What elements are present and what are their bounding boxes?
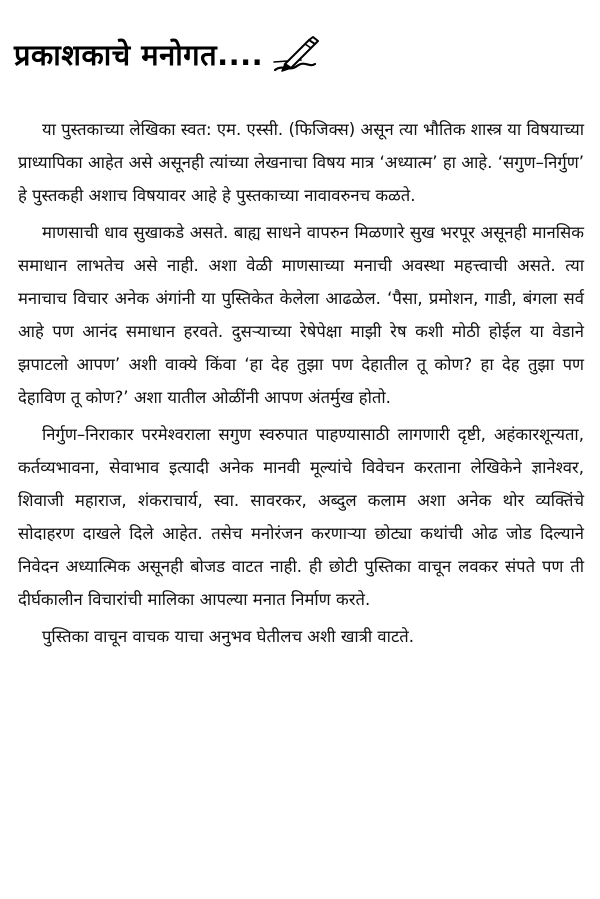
title-row bbox=[14, 30, 319, 80]
paragraph: माणसाची धाव सुखाकडे असते. बाह्य साधने वापरुन मिळणारे सुख भरपूर असूनही मानसिक समाधान लाभतेच असे नाही. अशा वेळी माणसाच्या मनाची अवस्था महत्त्वाची असते. त्या मनाचाच विचार अनेक अंगांनी या पुस्तिकेत केलेला आढळेल. ‘पैसा, प्रमोशन, गाडी, बंगला सर्व आहे पण आनंद समाधान हरवते. दुसऱ्याच्या रेषेपेक्षा माझी रेष कशी मोठी होईल या वेडाने झपाटलो आपण’ अशी वाक्ये किंवा ‘हा देह तुझा पण देहातील तू कोण? हा देह तुझा पण देहाविण तू कोण?’ अशा यातील ओळींनी आपण अंतर्मुख होतो. bbox=[18, 223, 584, 407]
page-title: प्रकाशकाचे मनोगत.... bbox=[14, 37, 264, 72]
body-text bbox=[18, 113, 584, 653]
paragraph: पुस्तिका वाचून वाचक याचा अनुभव घेतीलच अशी खात्री वाटते. bbox=[42, 627, 415, 646]
paragraph: या पुस्तकाच्या लेखिका स्वत: एम. एस्सी. (फिजिक्स) असून त्या भौतिक शास्त्र या विषयाच्या प्राध्यापिका आहेत असे असूनही त्यांच्या लेखनाचा विषय मात्र ‘अध्यात्म’ हा आहे. ‘सगुण–निर्गुण’ हे पुस्तकही अशाच विषयावर आहे हे पुस्तकाच्या नावावरुनच कळते. bbox=[18, 120, 584, 205]
paragraph: निर्गुण–निराकार परमेश्वराला सगुण स्वरुपात पाहण्यासाठी लागणारी दृष्टी, अहंकारशून्यता, कर्तव्यभावना, सेवाभाव इत्यादी अनेक मानवी मूल्यांचे विवेचन करताना लेखिकेने ज्ञानेश्वर, शिवाजी महाराज, शंकराचार्य, स्वा. सावरकर, अब्दुल कलाम अशा अनेक थोर व्यक्तिंचे सोदाहरण दाखले दिले आहेत. तसेच मनोरंजन करणाऱ्या छोट्या कथांची ओढ जोड दिल्याने निवेदन अध्यात्मिक असूनही बोजड वाटत नाही. ही छोटी पुस्तिका वाचून लवकर संपते पण ती दीर्घकालीन विचारांची मालिका आपल्या मनात निर्माण करते. bbox=[18, 425, 584, 609]
pen-writing-icon bbox=[271, 34, 319, 76]
